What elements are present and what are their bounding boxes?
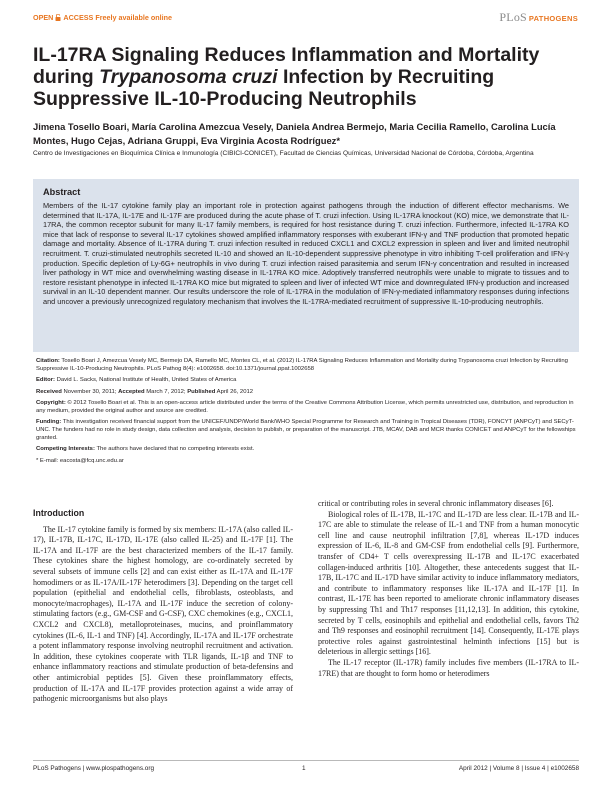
access-word: ACCESS: [63, 13, 94, 22]
funding: [36, 419, 579, 442]
open-lock-icon: [55, 14, 61, 21]
copyright-text: © 2012 Tosello Boari et al. This is an open-access article distributed under the terms of the Creative Commons Attribution License, which permits unrestricted use, distribution, and reproduction in any medium, provided the original author and source are credited.: [36, 399, 574, 414]
intro-paragraph-2: Biological roles of IL-17B, IL-17C and IL-17D are less clear. IL-17B and IL-17C are able to stimulate the release of IL-1 and TNF from a human monocytic cell line and cause neutrophil infiltration [7,8], whereas IL-17D induces expression of IL-6, IL-8 and GM-CSF from endothelial cells [9]. Furthermore, transfer of CD4+ T cells overexpressing IL-17B and IL-17C exacerbated collagen-induced arthritis [10]. Altogether, these antecedents suggest that IL-17B, IL-17C and IL-17D have similar activity to induce inflammatory mediators, and contribute to inflammatory responses like IL-17A and IL-17F [1]. In contrast, IL-17E has been reported to ameliorate chronic inflammatory diseases by suppressing Th1 and Th17 responses [11,12,13]. In addition, this cytokine, secreted by T cells, eosinophils and epithelial and endothelial cells, favors Th2 and Th9 responses and eosinophil recruitment [14]. Consequently, IL-17E plays protective roles against gastrointestinal helminth infections [15] but is deleterious in allergic settings [16].: [318, 509, 579, 657]
abstract-heading: Abstract: [43, 187, 81, 197]
title-italic: Trypanosoma cruzi: [99, 66, 278, 88]
footer-journal[interactable]: PLoS Pathogens | www.plospathogens.org: [33, 765, 155, 772]
editor-label: Editor:: [36, 377, 55, 384]
competing-interests: [36, 446, 579, 454]
open-access-word: OPEN: [33, 13, 54, 22]
page-footer: [33, 765, 579, 779]
intro-paragraph-continued: critical or contributing roles in several chronic inflammatory diseases [6].: [318, 499, 554, 508]
top-bar: [33, 12, 578, 26]
accepted-label: Accepted: [118, 388, 145, 395]
freely-available-label: Freely available online: [95, 13, 173, 22]
received-label: Received: [36, 388, 62, 395]
received-date: November 30, 2011;: [63, 388, 117, 395]
title-part-2: Infection by Recruiting Suppressive IL-10-Producing Neutrophils: [33, 66, 495, 110]
published-date: April 26, 2012: [216, 388, 254, 395]
copyright: [36, 400, 579, 416]
title-part-1: IL-17RA Signaling Reduces Inflammation and Mortality during: [33, 44, 540, 88]
funding-text: This investigation received financial support from the UNICEF/UNDP/World Bank/WHO Special Programme for Research and Training in Tropical Diseases (TDR), FONCYT (ANPCyT) and SECyT-UNC. The funders had no role in study design, data collection and analysis, decision to publish, or preparation of the manuscript. JTB, MCAV, DAB and MCR thanks CONICET and ANPCyT for the fellowships granted.: [36, 419, 576, 441]
editor: [36, 377, 579, 385]
journal-brand[interactable]: [499, 10, 578, 25]
abstract-text: Members of the IL-17 cytokine family play an important role in protection against pathogens through the induction of different effector mechanisms. We determined that IL-17A, IL-17E and IL-17F are produced during the acute phase of T. cruzi infection. Using IL-17RA knockout (KO) mice, we demonstrate that IL-17RA, the common receptor subunit for many IL-17 family members, is required for host resistance during T. cruzi infection. Furthermore, infected IL-17RA KO mice that lack of response to several IL-17 cytokines showed amplified inflammatory responses with exuberant IFN-γ and TNF production that promoted hepatic damage and mortality. Absence of IL-17RA during T. cruzi infection resulted in reduced CXCL1 and CXCL2 expression in spleen and liver and limited neutrophil recruitment. T. cruzi-stimulated neutrophils secreted IL-10 and showed an IL-10-dependent suppressive phenotype in vitro inhibiting T-cell proliferation and IFN-γ production. Specific depletion of Ly-6G+ neutrophils in vivo during T. cruzi infection raised parasitemia and serum IFN-γ concentration and resulted in increased liver pathology in WT mice and overwhelming wasting disease in IL-17RA KO mice. Adoptively transferred neutrophils were unable to migrate to tissues and to restore resistant phenotype in infected IL-17RA KO mice but migrated to spleen and liver of infected WT mice and downregulated IFN-γ production and increased survival in an IL-10 dependent manner. Our results underscore the role of IL-17RA in the modulation of IFN-γ-mediated inflammatory responses during infections and uncover a previously unrecognized regulatory mechanism that involves the IL-17RA-mediated recruitment of suppressive IL-10-producing neutrophils.: [43, 201, 569, 306]
introduction-heading: Introduction: [33, 508, 85, 518]
competing-label: Competing Interests:: [36, 446, 95, 453]
author-list: Jimena Tosello Boari, María Carolina Amezcua Vesely, Daniela Andrea Bermejo, Maria Cecilia Ramello, Carolina Lucía Montes, Hugo Cejas, Adriana Gruppi, Eva Virginia Acosta Rodríguez*: [33, 121, 556, 146]
contact-email[interactable]: * E-mail: eacosta@fcq.unc.edu.ar: [36, 457, 124, 464]
left-column: [33, 508, 293, 705]
right-column: [318, 499, 579, 679]
dates: [36, 389, 579, 397]
footer-rule: [33, 760, 579, 761]
competing-text: The authors have declared that no competing interests exist.: [96, 446, 255, 453]
funding-label: Funding:: [36, 419, 62, 426]
footer-issue: April 2012 | Volume 8 | Issue 4 | e1002658: [458, 765, 579, 772]
abstract-box: [33, 179, 579, 352]
article-metadata: [36, 358, 579, 469]
paper-title: [33, 44, 579, 110]
intro-paragraph-3: The IL-17 receptor (IL-17R) family includes five members (IL-17RA to IL-17RE) that are thought to form homo or heterodimers: [318, 657, 579, 678]
copyright-label: Copyright:: [36, 399, 66, 406]
affiliation: Centro de Investigaciones en Bioquímica Clínica e Inmunología (CIBICI-CONICET), Facultad de Ciencias Químicas, Universidad Nacional de Córdoba, Córdoba, Argentina: [33, 150, 534, 157]
open-access-label: [33, 13, 172, 22]
published-label: Published: [187, 388, 216, 395]
citation-label: Citation:: [36, 358, 60, 364]
journal-plos: PLoS: [499, 10, 527, 24]
citation-text: Tosello Boari J, Amezcua Vesely MC, Bermejo DA, Ramello MC, Montes CL, et al. (2012) IL-17RA Signaling Reduces Inflammation and Mortality during Trypanosoma cruzi Infection by Recruiting Suppressive IL-10-Producing Neutrophils. PLoS Pathog 8(4): e1002658. doi:10.1371/journal.ppat.1002658: [36, 358, 568, 372]
journal-pathogens: PATHOGENS: [528, 14, 578, 23]
page-number: 1: [302, 765, 306, 772]
accepted-date: March 7, 2012;: [146, 388, 186, 395]
intro-paragraph-1: The IL-17 cytokine family is formed by six members: IL-17A (also called IL-17), IL-17B, IL-17C, IL-17D, IL-17E (also called IL-25) and IL-17F [1]. The IL-17A and IL-17F are the best characterized members of the IL-17 family. These cytokines share the highest homology, are co-ordinately secreted by several subsets of immune cells [2] and can exist either as IL-17A and IL-17F homodimers or as IL-17A/IL-17F heterodimers [3]. Depending on the target cell population (epithelial and endothelial cells, fibroblasts, osteoblasts, and monocyte/macrophages), IL-17A and IL-17F induce the secretion of colony-stimulating factors (e.g., GM-CSF and G-CSF), CXC chemokines (e.g., CXCL1, CXCL2 and CXCL8), metalloproteinases, mucins, and proinflammatory cytokines (IL-6, IL-1 and TNF) [4]. Accordingly, IL-17A and IL-17F orchestrate a potent inflammatory response involving neutrophil recruitment and activation. In addition, these cytokines cooperate with TLR ligands, IL-1β and TNF to enhance inflammatory reactions and stimulate production of beta-defensins and other antimicrobial peptides [5]. Given these proinflammatory effects, production of IL-17A and IL-17F provides protection against a wide array of pathogenic microorganisms but also plays: [33, 524, 293, 704]
citation: [36, 358, 579, 374]
editor-text: David L. Sacks, National Institute of Health, United States of America: [56, 377, 237, 384]
